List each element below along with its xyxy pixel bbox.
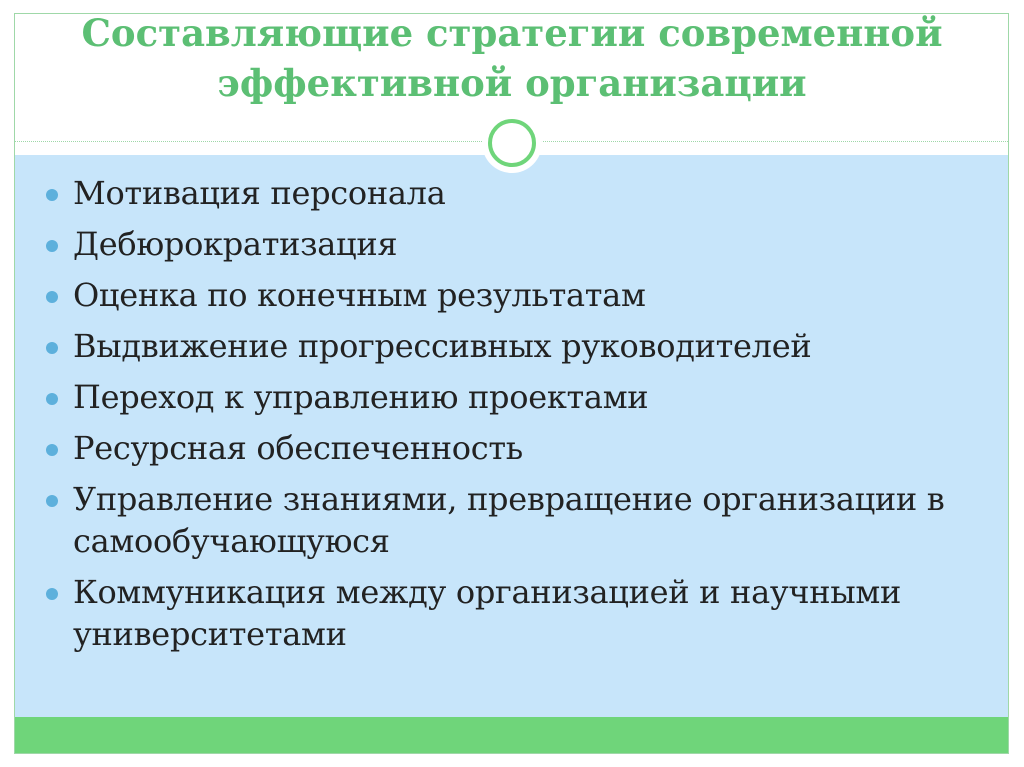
list-item bbox=[46, 478, 996, 562]
list-item-text: Управление знаниями, превращение организации в самообучающуюся bbox=[73, 480, 945, 560]
bullet-list bbox=[46, 172, 996, 664]
list-item-text: Коммуникация между организацией и научными университетами bbox=[73, 573, 902, 653]
list-item-text: Оценка по конечным результатам bbox=[73, 276, 646, 314]
list-item bbox=[46, 172, 996, 214]
slide-title-line-2: эффективной организации bbox=[217, 61, 807, 105]
list-item-text: Мотивация персонала bbox=[73, 174, 446, 212]
bullet-dot-icon bbox=[46, 444, 58, 456]
bullet-dot-icon bbox=[46, 588, 58, 600]
list-item-text: Дебюрократизация bbox=[73, 225, 398, 263]
list-item-text: Выдвижение прогрессивных руководителей bbox=[73, 327, 812, 365]
bullet-dot-icon bbox=[46, 495, 58, 507]
bottom-bar bbox=[15, 717, 1008, 753]
list-item-text: Переход к управлению проектами bbox=[73, 378, 649, 416]
slide-title bbox=[0, 8, 1024, 108]
bullet-dot-icon bbox=[46, 189, 58, 201]
list-item bbox=[46, 274, 996, 316]
list-item-text: Ресурсная обеспеченность bbox=[73, 429, 523, 467]
list-item bbox=[46, 223, 996, 265]
list-item bbox=[46, 427, 996, 469]
bullet-dot-icon bbox=[46, 240, 58, 252]
bullet-dot-icon bbox=[46, 291, 58, 303]
bullet-dot-icon bbox=[46, 342, 58, 354]
slide-title-line-1: Составляющие стратегии современной bbox=[81, 11, 943, 55]
list-item bbox=[46, 571, 996, 655]
circle-ring-icon bbox=[488, 119, 536, 167]
list-item bbox=[46, 325, 996, 367]
list-item bbox=[46, 376, 996, 418]
bullet-dot-icon bbox=[46, 393, 58, 405]
